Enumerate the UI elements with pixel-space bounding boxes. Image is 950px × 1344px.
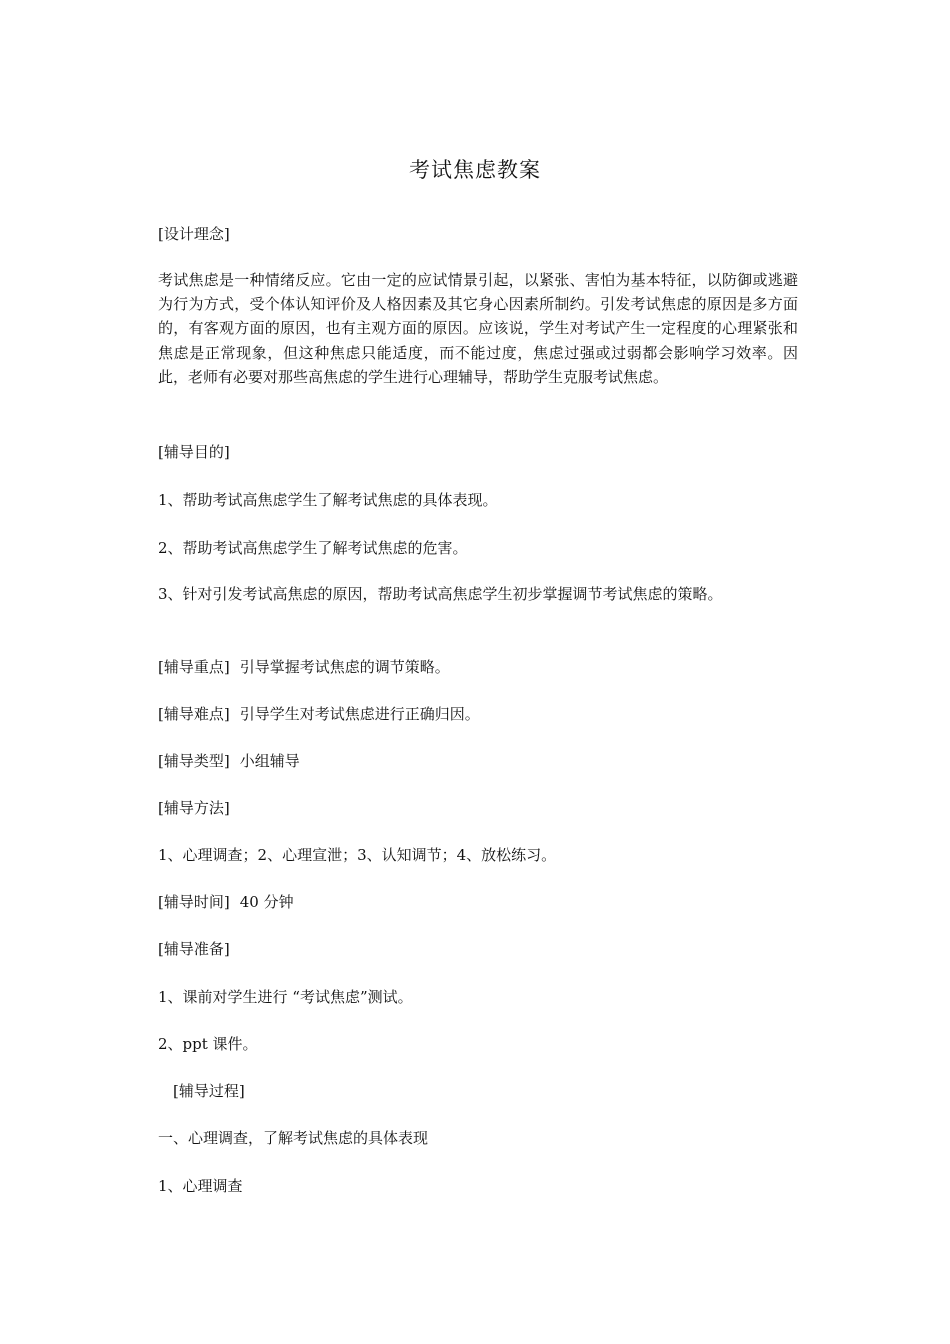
time-value: 40 分钟 xyxy=(239,893,294,911)
difficulty-value: 引导学生对考试焦虑进行正确归因。 xyxy=(239,705,480,723)
sub-one-heading: 1、心理调查 xyxy=(158,1177,243,1195)
prep-item: 1、课前对学生进行 “考试焦虑”测试。 xyxy=(158,988,413,1006)
time-label: [辅导时间] xyxy=(158,893,230,911)
type-value: 小组辅导 xyxy=(239,752,300,770)
goal-item: 1、帮助考试高焦虑学生了解考试焦虑的具体表现。 xyxy=(158,491,498,509)
goal-heading: [辅导目的] xyxy=(158,443,230,461)
key-point-row xyxy=(158,655,450,679)
goal-item: 2、帮助考试高焦虑学生了解考试焦虑的危害。 xyxy=(158,539,468,557)
type-row xyxy=(158,749,300,773)
section-one-heading: 一、心理调查，了解考试焦虑的具体表现 xyxy=(158,1129,429,1147)
time-row xyxy=(158,890,294,914)
type-label: [辅导类型] xyxy=(158,752,230,770)
design-heading: [设计理念] xyxy=(158,225,230,243)
difficulty-label: [辅导难点] xyxy=(158,705,230,723)
prep-heading: [辅导准备] xyxy=(158,940,230,958)
process-heading: [辅导过程] xyxy=(173,1082,245,1100)
key-point-value: 引导掌握考试焦虑的调节策略。 xyxy=(239,658,450,676)
design-paragraph: 考试焦虑是一种情绪反应。它由一定的应试情景引起，以紧张、害怕为基本特征，以防御或逃避为行为方式，受个体认知评价及人格因素及其它身心因素所制约。引发考试焦虑的原因是多方面的，有客观方面的原因，也有主观方面的原因。应该说，学生对考试产生一定程度的心理紧张和焦虑是正常现象，但这种焦虑只能适度，而不能过度，焦虑过强或过弱都会影响学习效率。因此，老师有必要对那些高焦虑的学生进行心理辅导，帮助学生克服考试焦虑。 xyxy=(158,271,798,386)
prep-item: 2、ppt 课件。 xyxy=(158,1035,258,1053)
goal-item: 3、针对引发考试高焦虑的原因，帮助考试高焦虑学生初步掌握调节考试焦虑的策略。 xyxy=(158,585,723,603)
method-list: 1、心理调查；2、心理宣泄；3、认知调节；4、放松练习。 xyxy=(158,846,557,864)
key-point-label: [辅导重点] xyxy=(158,658,230,676)
method-heading: [辅导方法] xyxy=(158,799,230,817)
document-title: 考试焦虑教案 xyxy=(409,158,541,182)
difficulty-row xyxy=(158,702,480,726)
